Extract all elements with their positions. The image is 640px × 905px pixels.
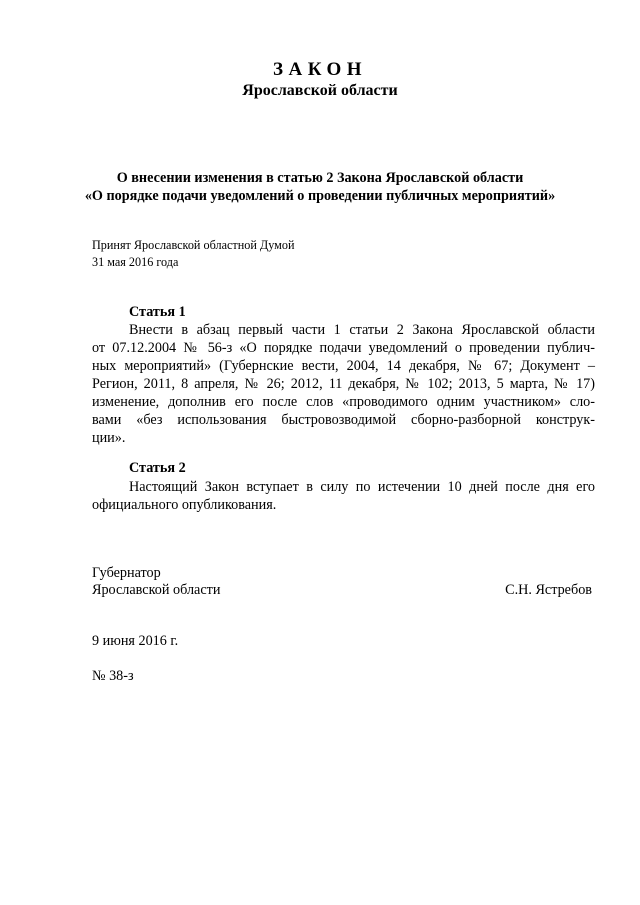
article-2-line: официального опубликования. [92,497,277,513]
signatory-position-line-1: Губернатор [92,565,161,581]
law-number: № 38-з [92,668,134,684]
subject-line-1: О внесении изменения в статью 2 Закона Ярославской области [116,170,524,186]
article-1-line: Регион, 2011, 8 апреля, № 26; 2012, 11 декабря, № 102; 2013, 5 марта, № 17) [92,376,595,392]
signatory-position-line-2: Ярославской области [92,582,221,598]
law-region: Ярославской области [242,82,398,99]
article-2-heading: Статья 2 [129,460,186,476]
article-2-text [92,478,595,514]
article-1-line: Внести в абзац первый части 1 статьи 2 Закона Ярославской области [129,322,595,338]
article-1-line: вами «без использования быстровозводимой сборно-разборной конструк- [92,412,595,428]
subject-line-2: «О порядке подачи уведомлений о проведении публичных мероприятий» [84,188,556,204]
article-1-line: от 07.12.2004 № 56-з «О порядке подачи уведомлений о проведении публич- [92,340,595,356]
adoption-line-1: Принят Ярославской областной Думой [92,238,295,252]
adoption-date: 31 мая 2016 года [92,255,179,269]
law-title: ЗАКОН [272,59,368,80]
signatory-name: С.Н. Ястребов [505,582,592,598]
article-1-line: изменение, дополнив его после слов «проводимого одним участником» сло- [92,394,595,410]
article-1-text [92,321,595,447]
signing-date: 9 июня 2016 г. [92,633,179,649]
article-1-line: ных мероприятий» (Губернские вести, 2004, 14 декабря, № 67; Документ – [92,358,595,374]
article-1-line: ции». [92,430,126,446]
article-1-heading: Статья 1 [129,304,186,320]
article-2-line: Настоящий Закон вступает в силу по истечении 10 дней после дня его [129,479,595,495]
